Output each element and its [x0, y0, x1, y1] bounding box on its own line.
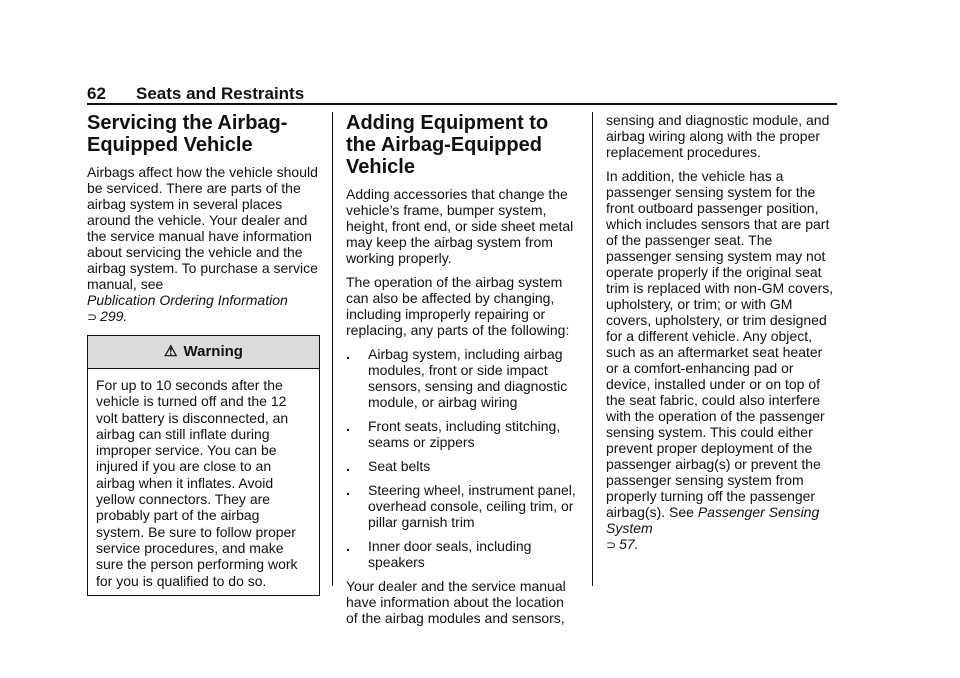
continued-paragraph: sensing and diagnostic module, and airbag wiring along with the proper replacement procedures. — [606, 112, 830, 160]
adding-paragraph-3: Your dealer and the service manual have information about the location of the airbag modules and sensors, — [346, 578, 566, 626]
servicing-text: Airbags affect how the vehicle should be serviced. There are parts of the airbag system in several places around the vehicle. Your dealer and the service manual have information about servicing the vehicle and the airbag system. To purchase a service manual, see — [87, 164, 318, 292]
list-item — [346, 418, 578, 450]
list-item — [346, 482, 578, 530]
list-item-text: Front seats, including stitching, seams or zippers — [368, 418, 561, 450]
adding-paragraph-2: The operation of the airbag system can also be affected by changing, including improperly repairing or replacing, any parts of the following: — [346, 274, 570, 338]
column-3 — [606, 112, 838, 561]
passenger-sensing-text: In addition, the vehicle has a passenger sensing system for the front outboard passenger position, which includes sensors that are part of the passenger seat. The passenger sensing system may not operate properly if the original seat trim is replaced with non-GM covers, upholstery, or trim; or with GM covers, upholstery, or trim designed for a different vehicle. Any object, such as an aftermarket seat heater or a comfort-enhancing pad or device, installed under or on top of the seat fabric, could also interfere with the operation of the passenger sensing system. This could either prevent proper deployment of the passenger airbag(s) or prevent the passenger sensing system from properly turning off the passenger airbag(s). — [606, 168, 834, 520]
bullet-mark: . — [346, 346, 350, 362]
bullet-mark: . — [346, 482, 350, 498]
list-item-text: Inner door seals, including speakers — [368, 538, 532, 570]
list-item — [346, 538, 578, 570]
page-number: 62 — [87, 84, 106, 103]
bullet-mark: . — [346, 538, 350, 554]
passenger-sensing-link[interactable]: Passenger Sensing System — [606, 504, 820, 536]
warning-box — [87, 335, 320, 596]
ref-period: . — [123, 308, 128, 324]
warning-body: For up to 10 seconds after the vehicle is turned off and the 12 volt battery is disconnected, an airbag can still inflate during improper service. You can be injured if you are close to an airbag when it inflates. Avoid yellow connectors. They are probably part of the airbag system. Be sure to follow proper service procedures, and make sure the person performing work for you is qualified to do so. — [96, 377, 298, 589]
list-item — [346, 346, 578, 410]
section-title: Seats and Restraints — [136, 84, 305, 103]
adding-equipment-heading: Adding Equipment to the Airbag-Equipped Vehicle — [346, 112, 549, 178]
publication-page-ref[interactable] — [87, 308, 127, 324]
parts-list — [346, 346, 578, 570]
page-reference-icon: ⊃ — [606, 538, 617, 552]
bullet-mark: . — [346, 458, 350, 474]
page-header — [87, 84, 837, 104]
page-reference-icon: ⊃ — [87, 310, 98, 324]
header-rule — [87, 103, 837, 105]
servicing-paragraph — [87, 164, 320, 325]
passenger-sensing-page-ref[interactable] — [606, 536, 838, 553]
list-item — [346, 458, 578, 474]
ref-period: . — [634, 536, 639, 552]
passenger-sensing-paragraph — [606, 168, 838, 553]
list-item-text: Airbag system, including airbag modules, front or side impact sensors, sensing and diagnostic module, or airbag wiring — [368, 346, 568, 410]
passenger-sensing-page-number: 57 — [619, 536, 635, 552]
servicing-heading: Servicing the Airbag-Equipped Vehicle — [87, 112, 288, 156]
list-item-text: Steering wheel, instrument panel, overhead console, ceiling trim, or pillar garnish trim — [368, 482, 576, 530]
bullet-mark: . — [346, 418, 350, 434]
warning-triangle-icon: ⚠ — [164, 343, 178, 360]
see-word: See — [669, 504, 694, 520]
publication-ordering-link[interactable]: Publication Ordering Information — [87, 292, 288, 308]
column-divider — [592, 112, 593, 586]
publication-page-number: 299 — [100, 308, 124, 324]
list-item-text: Seat belts — [368, 458, 431, 474]
column-divider — [332, 112, 333, 586]
adding-paragraph-1: Adding accessories that change the vehicle’s frame, bumper system, height, front end, or side sheet metal may keep the airbag system from working properly. — [346, 186, 574, 266]
warning-title: Warning — [183, 343, 243, 360]
warning-header — [88, 336, 319, 369]
column-2 — [346, 112, 578, 634]
column-1 — [87, 112, 320, 596]
